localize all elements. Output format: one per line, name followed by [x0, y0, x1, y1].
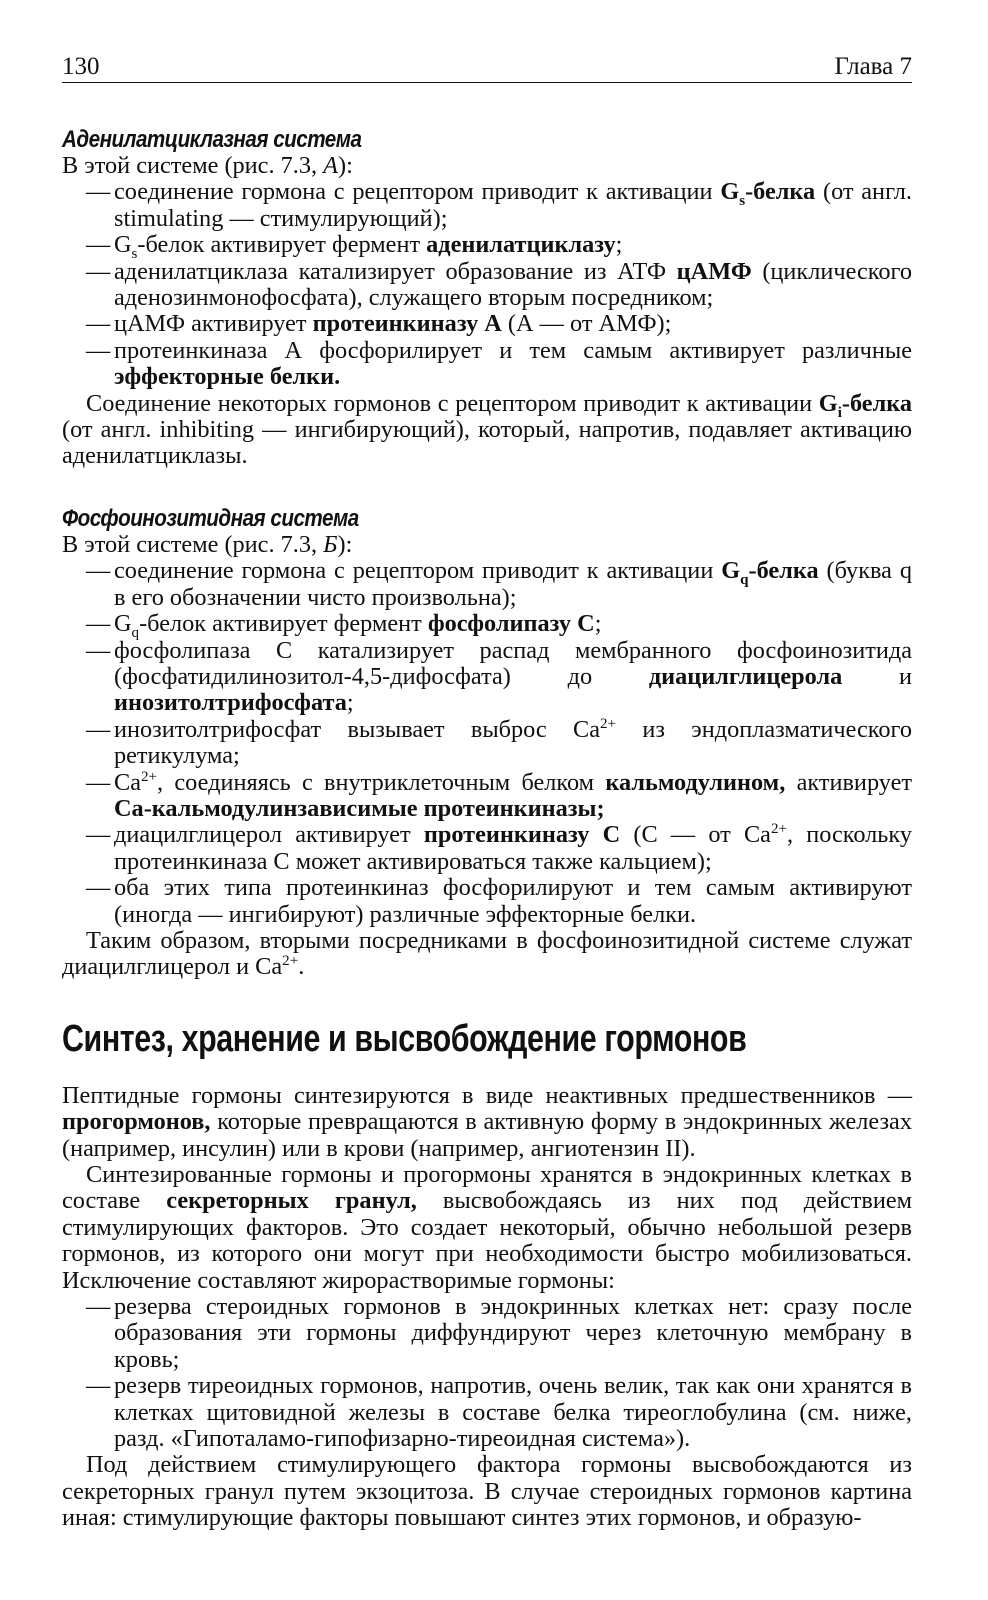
section-heading-hormone-synthesis: Синтез, хранение и высвобождение гормонов — [62, 1017, 747, 1060]
section-heading-adenylate-cyclase: Аденилатциклазная система — [62, 126, 362, 153]
section3-list — [62, 1294, 912, 1452]
section2-after: Таким образом, вторыми посредниками в фосфоинозитидной системе служат диацилглицерол и $Са^{2+}$. — [62, 926, 912, 981]
list-item: — диацилглицерол активирует протеинкиназу С (С — от $Са^{2+}$, поскольку протеинкиназа С может активироваться также кальцием); — [62, 822, 912, 875]
running-header — [62, 52, 912, 83]
list-item: — цАМФ активирует протеинкиназу А (А — от АМФ); — [62, 311, 912, 337]
page-body — [62, 127, 912, 1532]
section1-list — [62, 179, 912, 390]
list-item: — инозитолтрифосфат вызывает выброс $Са^{2+}$ из эндоплазматического ретикулума; — [62, 717, 912, 770]
list-item: — аденилатциклаза катализирует образование из АТФ цАМФ (циклического аденозинмонофосфата), служащего вторым посредником; — [62, 259, 912, 312]
section3-paragraph-3: Под действием стимулирующего фактора гормоны высвобождаются из секреторных гранул путем экзоцитоза. В случае стероидных гормонов картина иная: стимулирующие факторы повышают синтез этих гормонов, и образую- — [62, 1451, 912, 1532]
list-item: — $G_q$-белок активирует фермент фосфолипазу С; — [62, 611, 912, 637]
list-item: — протеинкиназа А фосфорилирует и тем самым активирует различные эффекторные белки. — [62, 338, 912, 391]
list-item: — фосфолипаза С катализирует распад мембранного фосфоинозитида (фосфатидилинозитол-4,5-дифосфата) до диацилглицерола и инозитолтрифосфата; — [62, 638, 912, 717]
list-item: — $G_s$-белок активирует фермент аденилатциклазу; — [62, 232, 912, 258]
section-heading-phosphoinositide: Фосфоинозитидная система — [62, 504, 359, 532]
list-item: — оба этих типа протеинкиназ фосфорилируют и тем самым активируют (иногда — ингибируют) различные эффекторные белки. — [62, 875, 912, 928]
chapter-label: Глава 7 — [834, 53, 912, 80]
list-item: — резерв тиреоидных гормонов, напротив, очень велик, так как они хранятся в клетках щитовидной железы в составе белка тиреоглобулина (см. ниже, разд. «Гипоталамо-гипофизарно-тиреоидная система»). — [62, 1373, 912, 1452]
list-item: — $Са^{2+}$, соединяясь с внутриклеточным белком кальмодулином, активирует Са-кальмодулинзависимые протеинкиназы; — [62, 770, 912, 823]
section3-paragraph-2: Синтезированные гормоны и прогормоны хранятся в эндокринных клетках в составе секреторных гранул, высвобождаясь из них под действием стимулирующих факторов. Это создает некоторый, обычно небольшой резерв гормонов, из которого они могут при необходимости быстро мобилизоваться. Исключение составляют жирорастворимые гормоны: — [62, 1161, 912, 1294]
page-number: 130 — [62, 53, 100, 80]
list-item: — соединение гормона с рецептором приводит к активации $G_q$-белка (буква q в его обозначении чисто произвольна); — [62, 558, 912, 611]
section1-after: Соединение некоторых гормонов с рецептором приводит к активации $G_i$-белка (от англ. inhibiting — ингибирующий), который, напротив, подавляет активацию аденилатциклазы. — [62, 389, 912, 470]
section2-list — [62, 558, 912, 928]
list-item: — соединение гормона с рецептором приводит к активации $G_s$-белка (от англ. stimulating — стимулирующий); — [62, 179, 912, 232]
book-page — [62, 52, 912, 1532]
list-item: — резерва стероидных гормонов в эндокринных клетках нет: сразу после образования эти гормоны диффундируют через клеточную мембрану в кровь; — [62, 1294, 912, 1373]
section1-intro: В этой системе (рис. 7.3, А): — [62, 152, 353, 179]
section3-paragraph-1: Пептидные гормоны синтезируются в виде неактивных предшественников — прогормонов, которые превращаются в активную форму в эндокринных железах (например, инсулин) или в крови (например, ангиотензин II). — [62, 1081, 912, 1162]
section2-intro: В этой системе (рис. 7.3, Б): — [62, 530, 353, 558]
